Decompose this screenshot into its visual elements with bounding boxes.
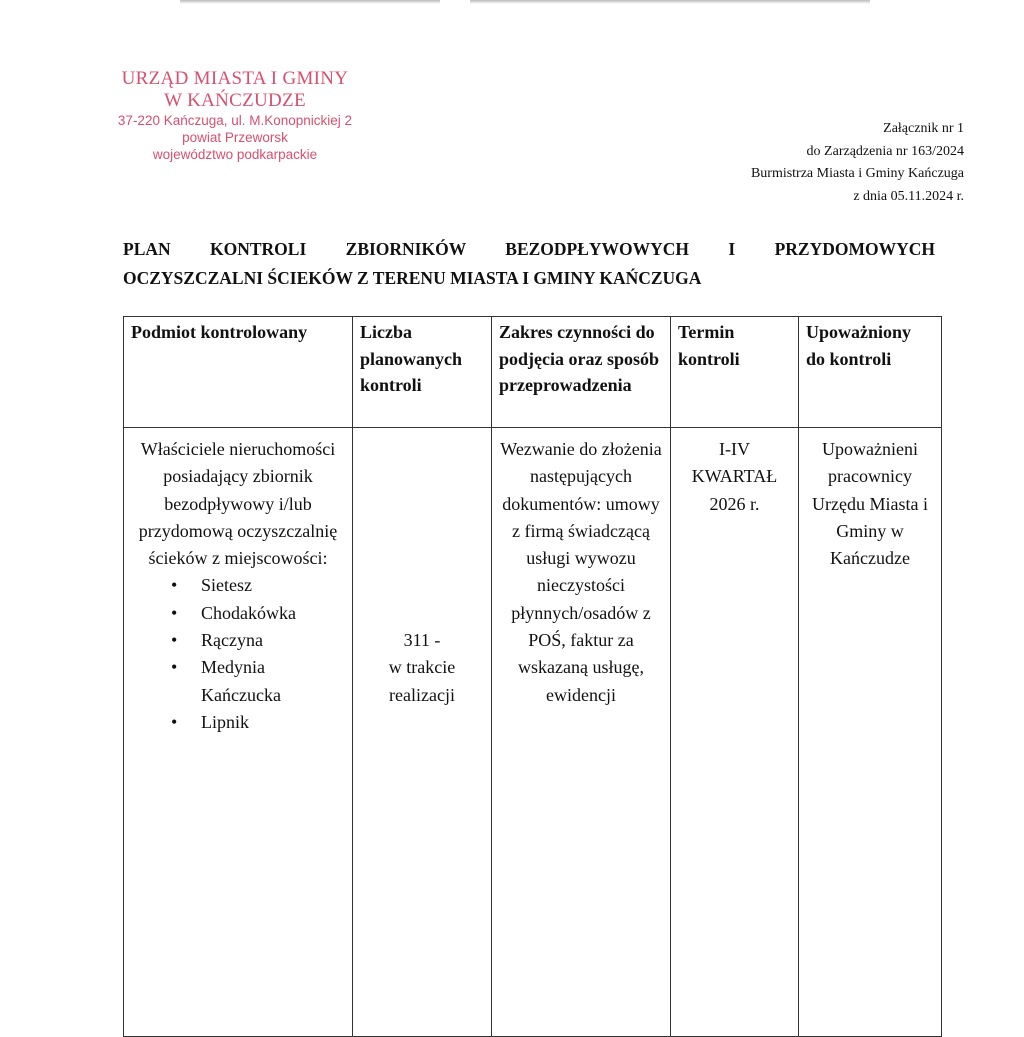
cell-term [671, 428, 799, 1037]
header-term: Termin kontroli [671, 317, 799, 428]
header-subject: Podmiot kontrolowany [124, 317, 353, 428]
count-note: w trakcie realizacji [388, 657, 456, 705]
table-header-row [124, 317, 942, 428]
title-line: PLAN KONTROLI ZBIORNIKÓW BEZODPŁYWOWYCH I PRZYDOMOWYCH [123, 239, 935, 259]
count-value: 311 - [403, 630, 441, 650]
list-item: • Chodakówka [171, 600, 345, 627]
scan-shadow [470, 0, 870, 4]
control-plan-table [123, 316, 942, 1037]
stamp-line: województwo podkarpackie [152, 147, 318, 162]
authorized-text: Upoważnieni pracownicy Urzędu Miasta i Gminy w Kańczudze [812, 439, 928, 569]
scope-text: Wezwanie do złożenia następujących dokumentów: umowy z firmą świadczącą usługi wywozu nieczystości płynnych/osadów z POŚ, faktur za wskazaną usługę, ewidencji [500, 439, 662, 705]
document-title [123, 235, 935, 293]
subject-text: Właściciele nieruchomości posiadający zbiornik bezodpływowy i/lub przydomową oczyszczalnię ścieków z miejscowości: [138, 439, 338, 569]
stamp-line: URZĄD MIASTA I GMINY [121, 68, 349, 89]
cell-scope [492, 428, 671, 1037]
annex-line: z dnia 05.11.2024 r. [853, 188, 964, 204]
stamp-line: W KAŃCZUDZE [164, 90, 306, 111]
table-row [124, 428, 942, 1037]
list-item: • Medynia Kańczucka [171, 654, 345, 709]
stamp-line: powiat Przeworsk [182, 130, 288, 145]
scan-shadow [180, 0, 440, 4]
annex-line: do Zarządzenia nr 163/2024 [806, 143, 964, 159]
list-item: • Rączyna [171, 627, 345, 654]
stamp-line: 37-220 Kańczuga, ul. M.Konopnickiej 2 [117, 113, 353, 128]
list-item: • Sietesz [171, 572, 345, 599]
header-scope: Zakres czynności do podjęcia oraz sposób przeprowadzenia [492, 317, 671, 428]
cell-authorized [799, 428, 942, 1037]
list-item: • Lipnik [171, 709, 345, 736]
annex-line: Załącznik nr 1 [883, 121, 964, 136]
office-stamp [90, 68, 380, 163]
localities-list [131, 572, 345, 736]
header-authorized: Upoważniony do kontroli [799, 317, 942, 428]
cell-count [353, 428, 492, 1037]
header-count: Liczba planowanych kontroli [353, 317, 492, 428]
title-line: OCZYSZCZALNI ŚCIEKÓW Z TERENU MIASTA I GMINY KAŃCZUGA [123, 268, 702, 288]
cell-subject [124, 428, 353, 1037]
annex-reference [751, 118, 964, 208]
term-text: I-IV KWARTAŁ 2026 r. [691, 439, 778, 514]
annex-line: Burmistrza Miasta i Gminy Kańczuga [750, 166, 964, 182]
